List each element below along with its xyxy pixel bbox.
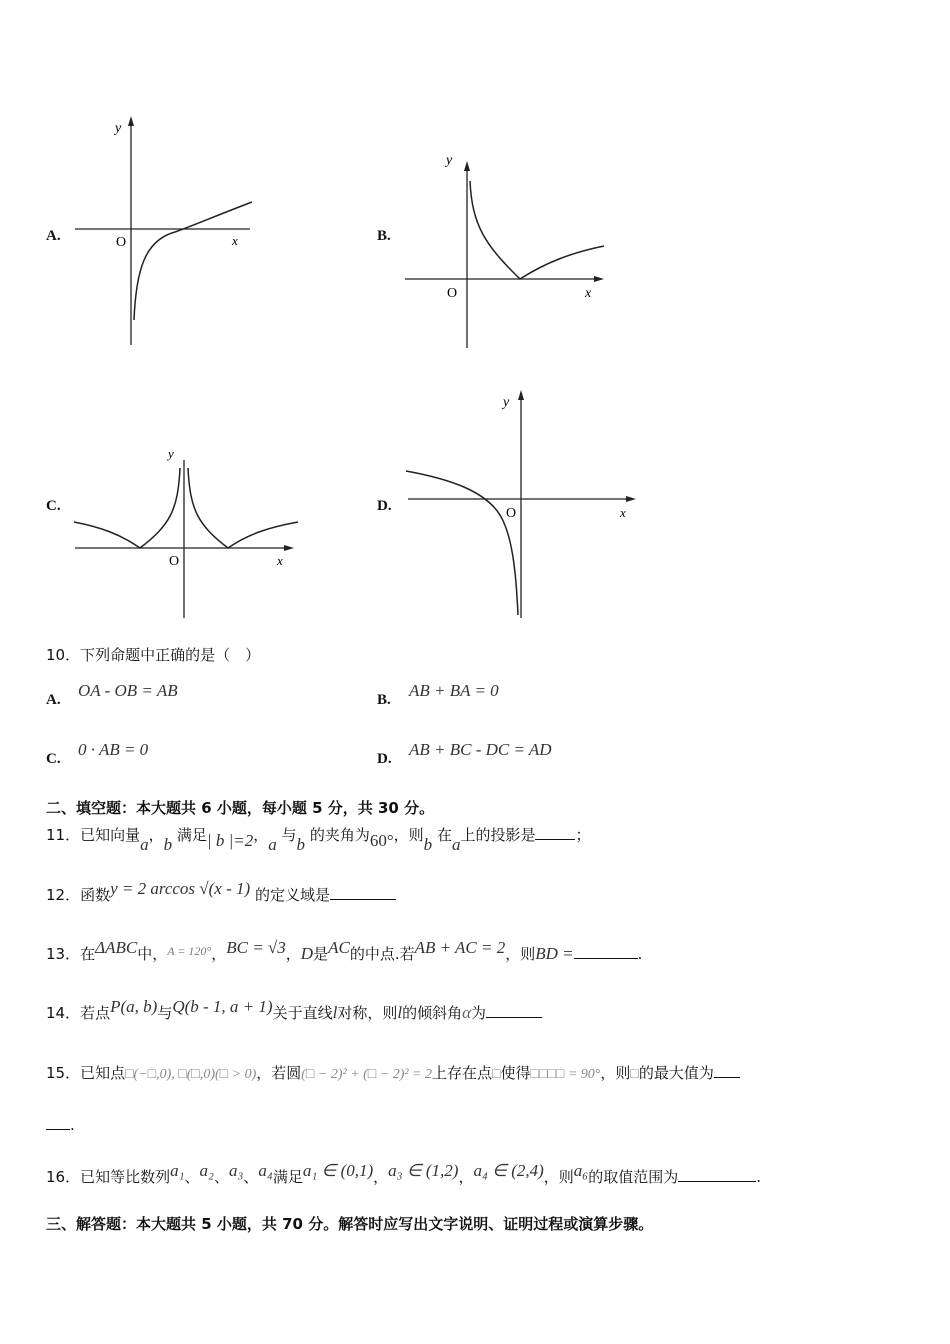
q12-text: 的定义域是 [254,886,330,904]
option-a-label: A. [46,228,61,244]
q16-a3: a₃ [228,1161,244,1180]
q16-t2: ，则 [543,1168,574,1186]
q13-ac: AC [328,938,350,957]
q16-t1: 满足 [272,1168,303,1186]
q16-end: . [756,1168,761,1186]
q14-t5: 为 [471,1004,487,1022]
q16-s1: 、 [184,1168,200,1186]
q16 [46,1161,761,1187]
q10-option-d-label: D. [377,751,392,767]
q11-sep2: ， [253,826,269,844]
q13-angle: A = 120° [167,944,212,958]
q15-p: □ [492,1067,501,1082]
q11-t5: 在 [436,826,452,844]
q11-b3: b [423,835,433,854]
q10-option-c-label: C. [46,751,61,767]
q10-option-c-expr: 0 · AB = 0 [78,740,149,759]
option-d-label: D. [377,498,392,514]
q14-alpha: α [462,1003,472,1022]
option-c-label: C. [46,498,61,514]
q13-answer-blank[interactable] [574,944,638,959]
q15-t5: 的最大值为 [638,1064,714,1082]
q11-b2: b [296,835,306,854]
q16-s3: 、 [243,1168,259,1186]
q16-c2: a₃ ∈ (1,2) [388,1161,459,1180]
q15-angle: □□□□ = 90° [530,1067,601,1082]
x-label: x [232,233,238,248]
q13-sep2: ， [285,945,301,963]
q15-end: . [70,1116,75,1134]
q12-expr: y = 2 arccos √(x - 1) [110,879,251,898]
q11 [46,824,591,854]
q13-sum: AB + AC = 2 [414,938,506,957]
q11-end: ； [575,826,591,844]
y-label: y [115,121,122,136]
q14 [46,997,542,1023]
q15-t3: 使得 [500,1064,531,1082]
q15-points: □(−□,0), □(□,0)(□ > 0) [125,1067,257,1082]
origin-label: O [506,506,517,521]
q11-t4: ，则 [393,826,424,844]
q14-answer-blank[interactable] [486,1003,542,1018]
section-3-heading: 三、解答题：本大题共 5 小题，共 70 分。解答时应写出文字说明、证明过程或演算步骤。 [46,1215,654,1233]
section-2-heading: 二、填空题：本大题共 6 小题，每小题 5 分，共 30 分。 [46,799,435,817]
q14-t2: 关于直线 [272,1004,333,1022]
q15-answer-blank[interactable] [714,1063,740,1078]
q11-a: a [140,835,149,854]
q11-b: b [163,835,173,854]
graph-c [70,440,300,620]
x-arrow [284,545,294,551]
q10-option-b-expr: AB + BA = 0 [409,681,499,700]
curve-right [188,468,298,548]
x-arrow [594,276,604,282]
q10-option-a-label: A. [46,692,61,708]
graph-a [60,110,260,350]
q15-continuation [46,1115,75,1134]
q16-a2: a₂ [199,1161,214,1180]
q15-t1: ，若圆 [256,1064,302,1082]
graph-d [400,385,640,620]
q12-answer-blank[interactable] [330,885,396,900]
q15-t2: 上存在点 [432,1064,493,1082]
q16-c3: a₄ ∈ (2,4) [473,1161,544,1180]
q11-cond: | b |=2 [206,831,254,850]
q11-num: 11．已知向量 [46,826,141,844]
q14-p: P(a, b) [110,997,158,1016]
q12 [46,879,396,905]
q13-t2: 是 [313,945,329,963]
origin-label: O [116,235,127,250]
curve-left [74,468,180,548]
q15 [46,1062,740,1083]
graph-b [400,145,610,350]
q15-m: □ [630,1067,639,1082]
y-label: y [503,395,510,410]
q13-d: D [300,944,314,963]
q13-t1: 中， [137,945,168,963]
y-arrow [518,390,524,400]
q16-answer-blank[interactable] [678,1167,756,1182]
q10-stem: 10．下列命题中正确的是（ ） [46,646,261,664]
q10-option-a-expr: OA - OB = AB [78,681,178,700]
q13-sep: ， [211,945,227,963]
q14-l2: l [397,1003,403,1022]
curve [470,181,604,279]
q13-bd: BD = [535,944,574,963]
q14-t3: 对称，则 [337,1004,398,1022]
q16-sep1: ， [373,1168,389,1186]
q16-a1: a₁ [170,1161,185,1180]
q15-answer-blank-cont[interactable] [46,1115,70,1130]
q13-bc: BC = √3 [226,938,286,957]
q13-num: 13．在 [46,945,96,963]
q14-q: Q(b - 1, a + 1) [172,997,273,1016]
q13-end: . [637,945,643,963]
q16-sep2: ， [458,1168,474,1186]
q11-t1: 满足 [176,826,207,844]
q13-tri: ΔABC [95,938,138,957]
option-b-label: B. [377,228,391,244]
q11-a2: a [268,835,277,854]
x-label: x [620,505,626,520]
x-label: x [585,286,592,301]
y-label: y [446,153,453,168]
q14-num: 14．若点 [46,1004,111,1022]
q11-angle: 60° [369,831,394,850]
q15-num: 15．已知点 [46,1064,126,1082]
q11-t3: 的夹角为 [309,826,370,844]
q11-sep1: ， [148,826,164,844]
q16-s2: 、 [213,1168,229,1186]
y-arrow [464,161,470,171]
q11-t6: 上的投影是 [460,826,536,844]
q16-c1: a₁ ∈ (0,1) [302,1161,374,1180]
curve [134,202,252,320]
y-label: y [168,446,174,461]
q13 [46,938,643,964]
x-arrow [626,496,636,502]
q16-a6: a₆ [573,1161,589,1180]
q16-a4: a₄ [258,1161,273,1180]
q11-answer-blank[interactable] [535,825,575,840]
q12-num: 12．函数 [46,886,111,904]
origin-label: O [447,286,458,301]
origin-label: O [169,554,180,569]
q15-circle: (□ − 2)² + (□ − 2)² = 2 [301,1067,433,1082]
q13-t4: ，则 [505,945,536,963]
q14-t1: 与 [157,1004,173,1022]
q14-t4: 的倾斜角 [402,1004,463,1022]
q10-option-d-expr: AB + BC - DC = AD [409,740,552,759]
y-arrow [128,116,134,126]
q10-option-b-label: B. [377,692,391,708]
q11-t2: 与 [281,826,297,844]
q16-num: 16．已知等比数列 [46,1168,171,1186]
q15-t4: ，则 [600,1064,631,1082]
q14-l: l [332,1003,338,1022]
curve [406,471,518,615]
q11-a3: a [451,835,461,854]
q13-t3: 的中点.若 [349,945,415,963]
q16-t3: 的取值范围为 [588,1168,679,1186]
x-label: x [277,553,283,568]
